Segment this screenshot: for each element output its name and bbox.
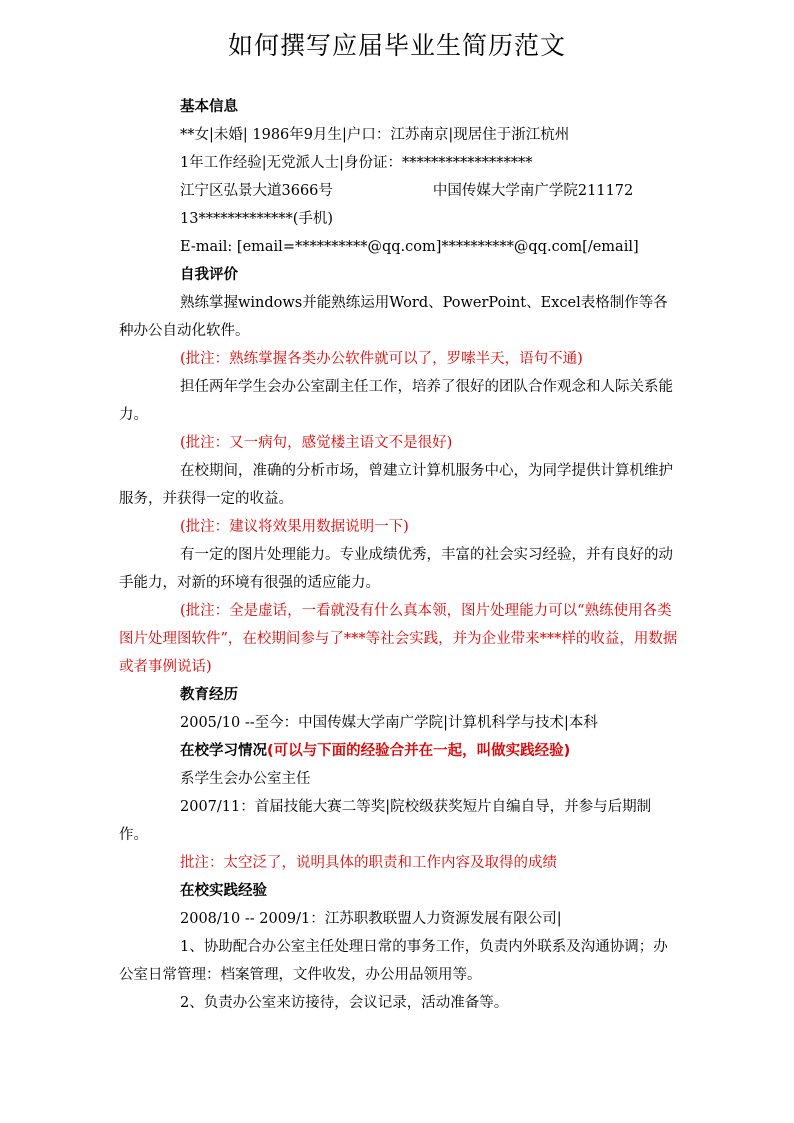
basic-info-address-line (119, 177, 679, 205)
practice-item-2: 2、负责办公室来访接待，会议记录，活动准备等。 (180, 995, 509, 1011)
comment-5: 批注：太空泛了，说明具体的职责和工作内容及取得的成绩 (180, 855, 557, 871)
comment-4: (批注：全是虚话，一看就没有什么真本领，图片处理能力可以“熟练使用各类图片处理图软件”，在校期间参与了***等社会实践，并为企业带来***样的收益，用数据或者事例说话) (119, 603, 678, 675)
basic-info-line1: **女|未婚| 1986年9月生|户口：江苏南京|现居住于浙江杭州 (180, 127, 570, 143)
self-eval-paragraph-1: 熟练掌握windows并能熟练运用Word、PowerPoint、Excel表格制作等各种办公自动化软件。 (119, 295, 668, 339)
self-eval-paragraph-3: 在校期间，准确的分析市场，曾建立计算机服务中心，为同学提供计算机维护服务，并获得一定的收益。 (119, 463, 673, 507)
study-role: 系学生会办公室主任 (180, 771, 311, 787)
study-heading: 在校学习情况 (180, 743, 267, 759)
phone-line: 13*************(手机) (180, 211, 334, 227)
comment-2: (批注：又一病句，感觉楼主语文不是很好) (180, 435, 453, 451)
page-title: 如何撰写应届毕业生简历范文 (227, 31, 566, 60)
resume-body (119, 93, 679, 1017)
practice-line: 2008/10 -- 2009/1：江苏职教联盟人力资源发展有限公司| (180, 911, 562, 927)
address-text: 江宁区弘景大道3666号 (180, 183, 333, 199)
study-heading-note: (可以与下面的经验合并在一起，叫做实践经验) (267, 743, 571, 759)
study-heading-line (119, 737, 679, 765)
comment-1: (批注：熟练掌握各类办公软件就可以了，罗嗦半天，语句不通) (180, 351, 583, 367)
self-eval-paragraph-2: 担任两年学生会办公室副主任工作，培养了很好的团队合作观念和人际关系能力。 (119, 379, 673, 423)
education-line: 2005/10 --至今：中国传媒大学南广学院|计算机科学与技术|本科 (180, 715, 598, 731)
self-eval-paragraph-4: 有一定的图片处理能力。专业成绩优秀，丰富的社会实习经验，并有良好的动手能力，对新的环境有很强的适应能力。 (119, 547, 673, 591)
study-award: 2007/11：首届技能大赛二等奖|院校级获奖短片自编自导，并参与后期制作。 (119, 799, 652, 843)
self-eval-heading: 自我评价 (180, 267, 238, 283)
education-heading: 教育经历 (180, 687, 238, 703)
comment-3: (批注：建议将效果用数据说明一下) (180, 519, 409, 535)
practice-heading: 在校实践经验 (180, 883, 267, 899)
practice-item-1: 1、协助配合办公室主任处理日常的事务工作，负责内外联系及沟通协调；办公室日常管理：档案管理，文件收发，办公用品领用等。 (119, 939, 668, 983)
basic-info-heading: 基本信息 (180, 99, 238, 115)
email-line: E-mail: [email=**********@qq.com]**********@qq.com[/email] (180, 239, 639, 255)
school-text: 中国传媒大学南广学院211172 (432, 183, 634, 199)
basic-info-line2: 1年工作经验|无党派人士|身份证：****************** (180, 155, 533, 171)
